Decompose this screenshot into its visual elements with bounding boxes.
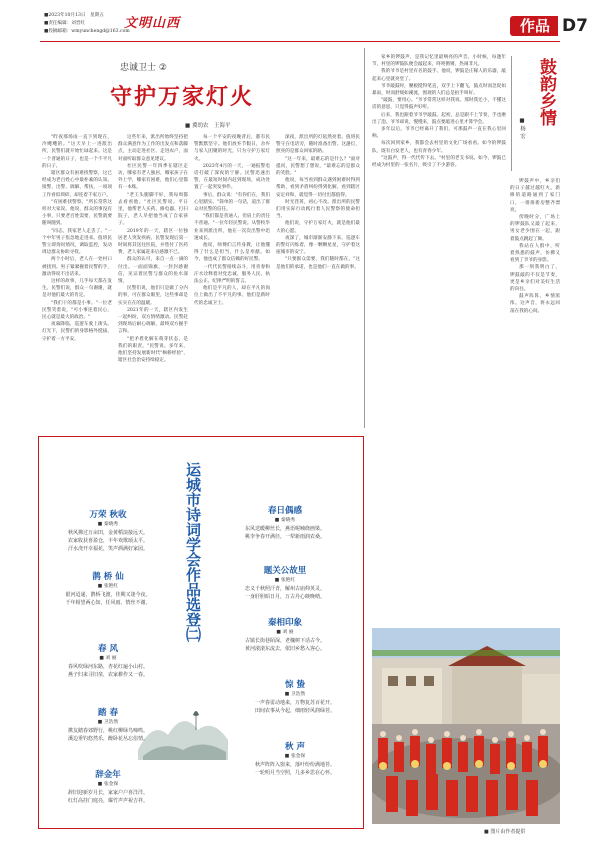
issue-date: ■2023年10月13日 星期五 bbox=[44, 13, 104, 18]
wenming-shanxi-logo: 文明山西 bbox=[124, 16, 181, 31]
paragraph: 社区民警一年四季在辖区走访，哪家有老人独居，哪家孩子在外上学，哪家有困难，他们心里都有一本账。 bbox=[118, 163, 188, 191]
poem-line: 忠义千秋照汗青，解州古庙仰英灵。 bbox=[244, 586, 325, 592]
poem-title: 惊 蛰 bbox=[285, 680, 305, 690]
paragraph: 时光荏苒，初心不改。派出所的民警们用实际行动践行着人民警察的使命担当。 bbox=[276, 199, 360, 220]
poem-title: 鹊 桥 仙 bbox=[92, 572, 124, 582]
masthead-rule bbox=[40, 41, 560, 42]
paragraph: 他们是平凡的人，却在平凡的岗位上做出了不平凡的事。他们是新时代的忠诚卫士。 bbox=[194, 286, 270, 306]
poem-line: 辞旧迎新岁月长，家家户户喜洋洋。 bbox=[67, 790, 148, 796]
paragraph: 民警们说，他们只是做了分内的事，可在群众眼里，这些事却是实实在在的温暖。 bbox=[118, 286, 188, 306]
poem-line: 溪边垂钓悠然乐，醉卧花丛忘俗情。 bbox=[67, 736, 148, 742]
poem-line: 一身肝胆昭日月，万古丹心映晚晴。 bbox=[244, 594, 325, 600]
paragraph: 鼓声阵阵，乡情浓浓。这声音，将永远回荡在我的心间。 bbox=[510, 294, 560, 314]
poem-line: 秋声阵阵入窗来，落叶纷纷满地苔。 bbox=[254, 762, 335, 768]
paragraph: 事后，群众说："有你们在，我们心里踏实。"简单的一句话，道出了群众对民警的信任。 bbox=[194, 192, 270, 213]
paragraph: 这样的故事，几乎每天都在发生。民警们说，群众一句谢谢，就是对他们最大的肯定。 bbox=[42, 279, 112, 299]
poem-author: ■ 张金保 bbox=[97, 782, 119, 787]
paragraph: "我们干的都是小事。"一位老民警笑着说，"可小事连着民心，民心就是最大的政治。" bbox=[42, 300, 112, 321]
drum-performance-photo bbox=[372, 628, 560, 824]
paragraph: "这鼓声，得一代代传下去。"村里的老支书说。如今，锣鼓已经成为村里的一张名片，吸引了不少游客。 bbox=[372, 155, 506, 169]
paragraph: 他们说，守护万家灯火，就是他们最大的心愿。 bbox=[276, 221, 360, 234]
paragraph: "同志，我家老人走丢了。"一个中年男子焦急地走进来。值班民警立即询问情况，调取监控，发动周边群众协助寻找。 bbox=[42, 228, 112, 256]
paragraph: 他说，师傅们言传身教，让他懂得了什么是担当，什么是奉献。如今，他也成了群众信赖的好民警。 bbox=[194, 243, 270, 263]
paragraph: 锣鼓声中，乡亲们的日子越过越红火。新修的道路通到了家门口，一排排新房整齐漂亮。 bbox=[510, 179, 560, 213]
column-rule bbox=[364, 48, 365, 428]
poem-line: 秋风拂过万亩田，金黄稻浪接远天。 bbox=[67, 530, 148, 536]
photo-drawing bbox=[372, 628, 560, 824]
poem-line: 红灯高挂门庭亮，爆竹声声祝吉祥。 bbox=[67, 798, 148, 804]
essay-title-rule bbox=[511, 56, 512, 171]
masthead bbox=[0, 0, 600, 44]
paragraph: 他说，每当看到群众遇到困难时得到帮助，看到矛盾纠纷得到化解，看到辖区安定祥和，就觉得一切付出都值得。 bbox=[276, 178, 360, 198]
poem bbox=[210, 618, 360, 653]
poem bbox=[210, 566, 360, 601]
poem-line: 黄河滚滚东流去，依旧乡愁入客心。 bbox=[244, 646, 325, 652]
poem bbox=[44, 708, 172, 743]
poem-line: 东风送暖柳丝长，燕语呢喃绕画梁。 bbox=[244, 526, 325, 532]
essay-title: 鼓韵乡情 bbox=[536, 58, 556, 126]
poem-line: 汗水浇开幸福花，笑声洒满好家园。 bbox=[67, 546, 148, 552]
poem-title: 题关公故里 bbox=[263, 566, 307, 576]
poem-line: 燕子归来寻旧垒，农家耕作又一春。 bbox=[67, 672, 148, 678]
article-column-1 bbox=[42, 134, 112, 430]
paragraph: "老王头腿脚不好，我每周都去看看他。"社区民警说。平日里，他帮老人买药、修电器、打扫院子，老人早把他当成了自家孩子。 bbox=[118, 192, 188, 227]
poem-author: ■ 张金保 bbox=[284, 754, 306, 759]
poem bbox=[210, 506, 360, 541]
photo-caption: ■ 图片由作者提供 bbox=[484, 829, 526, 835]
poetry-column-title: 运城市诗词学会作品选登㈡ bbox=[184, 462, 202, 642]
paragraph: 这些年来，派出所始终坚持把群众满意作为工作的出发点和落脚点，主动走进社区、走进农户，面对面听取群众意见建议。 bbox=[118, 135, 188, 162]
paragraph: 家乡的锣鼓声，是我记忆里最响亮的声音。小时候，每逢年节，村里的锣鼓队便会敲起来，咚咚锵锵，热闹非凡。 bbox=[372, 55, 506, 68]
paragraph: 我站在人群中，听着熟悉的鼓声，仿佛又看到了爷爷的身影。 bbox=[510, 243, 560, 264]
poem-title: 辞金年 bbox=[95, 770, 121, 780]
poem-title: 春日偶感 bbox=[267, 506, 302, 516]
responsible-editor: ■责任编辑：刘晋红 bbox=[44, 21, 86, 26]
paragraph: 那一刻我明白了，锣鼓敲的不仅是节奏，更是乡亲们对美好生活的向往。 bbox=[510, 265, 560, 293]
poem bbox=[44, 510, 172, 553]
essay-column-1 bbox=[372, 54, 506, 622]
poem bbox=[44, 770, 172, 805]
paragraph: 辖区群众有困难找警察，这已经成为老百姓心中最朴素的认知。接警、出警、调解、帮扶，一项项工作看似琐碎，却连着千家万户。 bbox=[42, 171, 112, 198]
paragraph: 2023年4月的一天，一通报警电话打破了深夜的宁静。民警迅速出警，在最短时间内赶到现场，成功处置了一起突发事件。 bbox=[194, 163, 270, 191]
poem-title: 秋 声 bbox=[285, 742, 305, 752]
article-column-4 bbox=[276, 134, 360, 430]
page-number: D7 bbox=[562, 16, 588, 36]
poem-line: 春风吹绿河东路，杏花红遍小山村。 bbox=[67, 664, 148, 670]
paragraph: "把矛盾化解在萌芽状态，是我们的职责。"民警说。多年来，他们坚持发展新时代"枫桥经验"，辖区社会治安持续稳定。 bbox=[118, 336, 188, 364]
paragraph: "昨夜那场雨一直下到现在，冷飕飕的。"这天早上一进派出所，民警们就开始忙碌起来。这是一个普通的日子，也是一个不平凡的日子。 bbox=[42, 135, 112, 169]
paragraph: "有困难找警察。"所长常常这样对大家说。他说，群众的事没有小事，只要老百姓需要，民警就要随叫随到。 bbox=[42, 199, 112, 227]
poem-line: 携友踏春郊野行，桃红柳绿鸟啼鸣。 bbox=[67, 728, 148, 734]
article-author: ■ 冀幼农 王海平 bbox=[185, 123, 231, 129]
poem-title: 万荣 秋收 bbox=[89, 510, 127, 520]
paragraph: 2021年的一天，辖区内发生一起纠纷，双方情绪激动。民警赶到现场后耐心调解，最终双方握手言和。 bbox=[118, 307, 188, 335]
essay-author: ■ 杨 宏 bbox=[519, 118, 525, 139]
poem-author: ■ 卫浩然 bbox=[97, 720, 119, 725]
paragraph: 我的爷爷是村里有名的鼓手。他说，锣鼓是庄稼人的乐器，敲起来心里就亮堂了。 bbox=[372, 69, 506, 82]
poem-title: 春 风 bbox=[98, 644, 118, 654]
poem-author: ■ 秦晓秀 bbox=[274, 518, 296, 523]
paragraph: 后来，我也跟着爷爷学敲鼓。起初，总是跟不上节奏，手也磨出了泡。爷爷却说，慢慢来，鼓点要敲进心里才算学会。 bbox=[372, 112, 506, 125]
paragraph: 2019年的一天，辖区一位独居老人突发疾病，民警发现后第一时间将其送往医院，并垫付了医药费，老人家属赶来后感激不已。 bbox=[118, 228, 188, 256]
paragraph: 每一个平安的夜晚背后，都有民警默默坚守。他们放弃节假日，舍弃与家人团聚的时光，只为守护万家灯火。 bbox=[194, 135, 270, 162]
poem-line: 桃李争春开满径，一犁新雨润农桑。 bbox=[244, 534, 325, 540]
paragraph: 每次回到家乡，我都会去村里的文化广场看看。如今的锣鼓队，既有白发老人，也有青春少年。 bbox=[372, 141, 506, 154]
paragraph: 深夜，派出所的灯依然亮着。值班民警守在电话旁，随时准备出警。这盏灯，照亮的是群众回家的路。 bbox=[276, 135, 360, 155]
poem-author: ■ 秦晓秀 bbox=[97, 522, 119, 527]
paragraph: "敲鼓，要用心。"爷爷常常这样对我说。那时我还小，不懂这话的意思，只觉得鼓声好听。 bbox=[372, 98, 506, 111]
article-column-2 bbox=[118, 134, 188, 430]
poem-author: ■ 刘 丽 bbox=[99, 656, 117, 661]
poem-author: ■ 张艳红 bbox=[274, 578, 296, 583]
poem-line: 一声春雷动地来，万物复苏百花开。 bbox=[254, 700, 335, 706]
poem-line: 农家收获喜盈仓，丰年欢歌颂太平。 bbox=[67, 538, 148, 544]
poem-line: 千年相望两心知，任风雨、情丝不谢。 bbox=[65, 600, 151, 606]
poem-line: 古镇长街巷陌深，老槐树下话古今。 bbox=[244, 638, 325, 644]
essay-column-2 bbox=[510, 178, 560, 622]
poem-title: 秦相印象 bbox=[267, 618, 302, 628]
poem-title: 踏 春 bbox=[98, 708, 118, 718]
poem-author: ■ 刘 丽 bbox=[276, 630, 294, 635]
paragraph: "我们都是普通人，但肩上的责任不普通。"一位年轻民警说。从警校毕业来到派出所，他在一次次出警中迅速成长。 bbox=[194, 214, 270, 241]
paragraph: 多年以后，爷爷已经离开了我们，可那鼓声一直在我心里回响。 bbox=[372, 127, 506, 140]
poem bbox=[44, 644, 172, 679]
article-series-label: 忠诚卫士 ② bbox=[120, 63, 167, 73]
poem bbox=[230, 742, 360, 777]
article-title: 守护万家灯火 bbox=[110, 85, 255, 110]
poem-author: ■ 卫浩然 bbox=[284, 692, 306, 697]
submission-email: ■投稿邮箱：wmyunchengd@163.com bbox=[44, 29, 130, 34]
paragraph: 夜幕降临，巡逻车驶上街头。灯光下，民警们的身影格外挺拔，守护着一方平安。 bbox=[42, 322, 112, 342]
paragraph: 两个小时后，老人在一处村口被找到。男子紧紧握着民警的手，激动得说不出话来。 bbox=[42, 257, 112, 277]
poem bbox=[230, 680, 360, 715]
paragraph: 一代代民警接续奋斗，用青春和汗水诠释着对党忠诚、服务人民、执法公正、纪律严明的誓言。 bbox=[194, 264, 270, 285]
paragraph: 爷爷敲鼓时，腰板挺得笔直，双手上下翻飞，鼓点时而急促如暴雨，时而舒缓如溪流，围观的人们总是拍手叫好。 bbox=[372, 83, 506, 97]
paragraph: 夜深了，城市渐渐安静下来。巡逻车的警灯闪烁着，像一颗颗星星，守护着这座城市的安宁。 bbox=[276, 235, 360, 256]
article-column-3 bbox=[194, 134, 270, 430]
paragraph: "只要群众需要，我们随时都在。"这是他们的承诺，也是他们一直在做的事。 bbox=[276, 257, 360, 270]
poem bbox=[44, 572, 172, 607]
poem-line: 一轮明月当空照，几多乡思在心怀。 bbox=[254, 770, 335, 776]
poem-line: 银河迢递，鹊桥飞渡，佳期又逢今夜。 bbox=[65, 592, 151, 598]
paragraph: 傍晚时分，广场上的锣鼓队又敲了起来，男女老少围在一起，跟着鼓点跳起了舞。 bbox=[510, 215, 560, 242]
poem-line: 田间农事从今起，细雨轻风润绿苔。 bbox=[254, 708, 335, 714]
paragraph: "这一年来，最难忘的是什么？"面对提问，民警想了想说，"最难忘的是群众的笑脸。" bbox=[276, 156, 360, 177]
section-label: 作品 bbox=[519, 17, 550, 35]
paragraph: 群众的认可，来自一点一滴的付出。一面面锦旗，一封封感谢信，见证着民警与群众的鱼水深情。 bbox=[118, 257, 188, 285]
poem-author: ■ 张艳红 bbox=[97, 584, 119, 589]
